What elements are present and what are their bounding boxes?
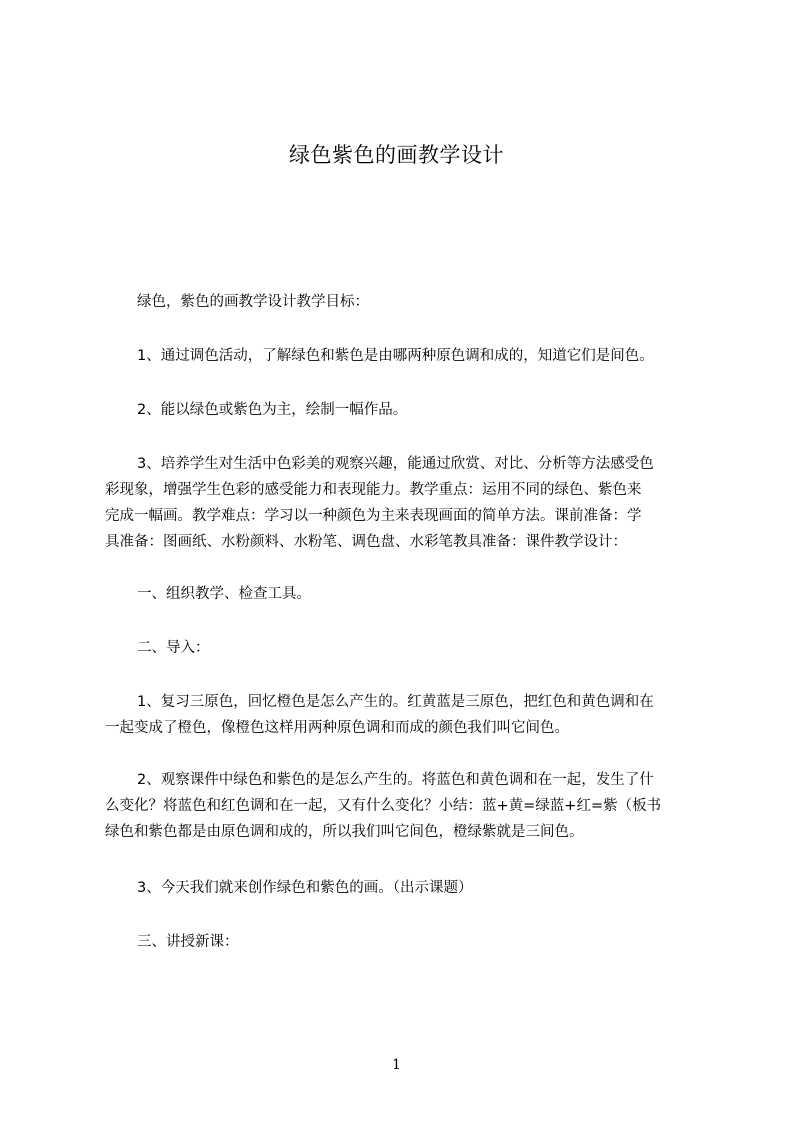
intro-2-line-1: 2、观察课件中绿色和紫色的是怎么产生的。将蓝色和黄色调和在一起，发生了什 [137,772,654,788]
objective-3-line-3: 完成一幅画。教学难点：学习以一种颜色为主来表现画面的简单方法。课前准备：学 [105,508,642,524]
section-3-heading: 三、讲授新课： [137,934,239,950]
objective-3-line-2: 彩现象，增强学生色彩的感受能力和表现能力。教学重点：运用不同的绿色、紫色来 [105,482,642,498]
intro-1-line-1: 1、复习三原色，回忆橙色是怎么产生的。红黄蓝是三原色，把红色和黄色调和在 [137,694,654,710]
objectives-heading: 绿色，紫色的画教学设计教学目标： [137,294,369,310]
document-title: 绿色紫色的画教学设计 [289,143,504,167]
section-2-heading: 二、导入： [137,640,210,656]
objective-3-line-4: 具准备：图画纸、水粉颜料、水粉笔、调色盘、水彩笔教具准备：课件教学设计： [105,534,627,550]
objective-3-line-1: 3、培养学生对生活中色彩美的观察兴趣，能通过欣赏、对比、分析等方法感受色 [137,456,654,472]
page-number: 1 [392,1057,401,1073]
section-1-heading: 一、组织教学、检查工具。 [137,586,311,602]
intro-3: 3、今天我们就来创作绿色和紫色的画。（出示课题） [137,880,473,896]
intro-1-line-2: 一起变成了橙色，像橙色这样用两种原色调和而成的颜色我们叫它间色。 [105,720,569,736]
intro-2-line-2: 么变化？将蓝色和红色调和在一起，又有什么变化？小结：蓝+黄=绿蓝+红=紫（板书 [105,798,662,814]
objective-2: 2、能以绿色或紫色为主，绘制一幅作品。 [137,402,408,418]
objective-1: 1、通过调色活动，了解绿色和紫色是由哪两种原色调和成的，知道它们是间色。 [137,348,654,364]
intro-2-line-3: 绿色和紫色都是由原色调和成的，所以我们叫它间色，橙绿紫就是三间色。 [105,824,584,840]
